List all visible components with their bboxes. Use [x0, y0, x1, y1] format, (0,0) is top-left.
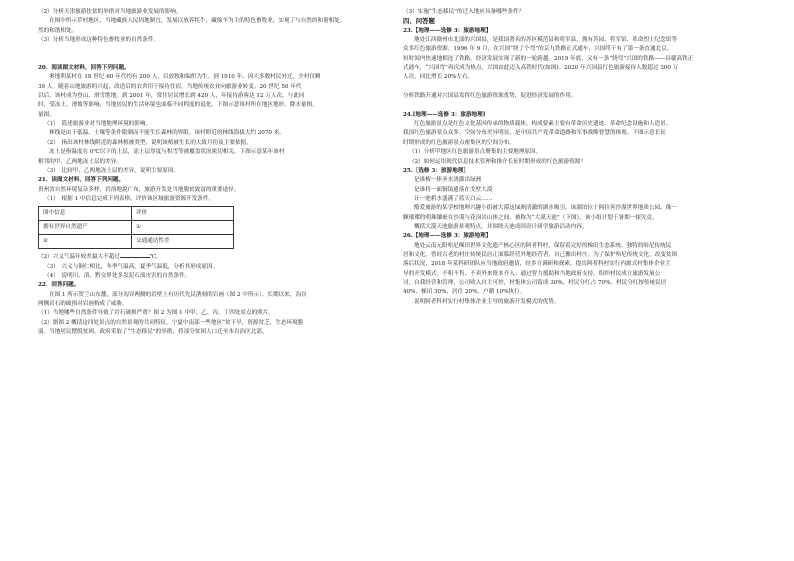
- material-line: 导的开发模式：不租不售、不卖外来资本介入；通过智力援助和当地政府支持，组织村民成立旅游发展公: [403, 270, 661, 277]
- left-column: [38, 8, 390, 337]
- material-line: 贵州省自然环境复杂多样，岩溶地貌广布，旅游开发是当地脱贫致富的重要途径。: [38, 186, 240, 193]
- table-cell: 交通通达性差: [132, 235, 234, 249]
- q23-title: 23.【地理——选修 3：旅游地理】: [403, 27, 492, 34]
- material-line: 红色旅游景点是红色文化基因传承的物质载体，构成要素主要有革命历史遗迹、革命纪念设施和人造景。: [414, 121, 672, 128]
- question-line: （4） 说明川、滇、黔交界处多发泥石流灾害的自然条件。: [44, 272, 191, 279]
- q25-title: 25.［选修 3：旅游地理］: [403, 167, 469, 174]
- material-line: 司，自我经营和管理，公司收入自主可控，村集体公司留成 30%，村民分红占 70%。村民分红按传统民居: [403, 279, 667, 286]
- table-cell: ②: [39, 235, 132, 249]
- material-line: 众多红色旅游资源。1996 年 9 月，在兴国“绕了个弯”的京九铁路正式通车，兴国终于有了第一条直通北京，: [403, 46, 673, 53]
- material-line: 量图。: [38, 111, 55, 118]
- poem-line: 让一池碧水盛满了蓝天白云……: [414, 195, 493, 202]
- material-line: 时期形成的红色旅游景点密集区的空间分布。: [403, 139, 515, 146]
- question-line: 说明阿者科村实行村集体企业主导的旅游开发模式的优势。: [414, 298, 560, 305]
- material-line: 在图中所示草村地区，当地藏族人民因地制宜，发展以放养牦牛、藏绵羊为主的特色畜牧业，实现了与自然的和谐相处。: [49, 18, 346, 25]
- material-line: 时，受冻土、滑坡等影响，当地居民的生活环境也面临不同程度的退化。下图示意该村所在地区地形、降水量图。: [38, 102, 318, 109]
- table-row: [39, 235, 234, 249]
- question-text: （2）兴义气温年较差最大不超过: [38, 254, 120, 261]
- poem-line: 是谁将一面铜镜遗落在戈壁大漠: [414, 186, 493, 193]
- question-line: （1）分析甲地区红色旅游景点聚集的主要地理原因。: [409, 149, 542, 156]
- material-line: 39 人。随着山地旅游的兴起，改造后的农舍用于接待住宿，当地传统农业向旅游业转变。20 世纪 50 年代: [38, 83, 302, 90]
- q21-title: 21．读图文材料，回答下列问题。: [38, 177, 125, 184]
- q26-title: 26.【地理——选修 3：旅游地理】: [403, 233, 492, 240]
- question-line: 分析铁路开通对兴国县发挥红色旅游资源优势，促进经济发展的作用。: [403, 93, 577, 100]
- question-line: （2）分析天津旅游扶贫的举措对当地旅游业发展的影响。: [38, 9, 182, 15]
- question-line: （3）实施“生态移民”的迁入地应具备哪些条件？: [403, 9, 525, 15]
- material-line: 人次，同比增长 20%左右。: [403, 74, 474, 81]
- material-line: 居和文化。曾经古老的村庄传统民居正面临经营外地经营者，自己搬出村庄。为了保护哈尼传统文化，改变贫困: [403, 251, 678, 258]
- table-row: [39, 207, 234, 221]
- material-line: 地处云南元阳哈尼梯田世界文化遗产核心区的阿者科村，保留着完好的梯田生态系统、独特的哈尼传统民: [414, 242, 672, 249]
- table-header-cell: 评价: [132, 207, 234, 221]
- material-line: 两侧岩石的破损对岩画构成了威胁。: [38, 300, 128, 307]
- question-line: （3） 兴义与铜仁相比，冬季气温高，夏季气温低，分析其形成原因。: [44, 263, 219, 270]
- question-line: 概括大漠天池旅游景观特点，并围绕天池成因设计研学旅游活动内容。: [414, 223, 588, 230]
- material-line: 酷爱旅游的某学校地理兴趣小组被大漠这绿洲清澈的湖水吸引，该湖泊位于阿拉善沙漠世界地质公园，像一: [414, 205, 677, 212]
- question-line: （3） 比较甲、乙两地冻土层的差异，说明主要原因。: [44, 167, 180, 174]
- q20-title: 20．阅读图文材料，回答下列问题。: [38, 65, 130, 72]
- right-column: [403, 8, 759, 307]
- unit-text: ℃。: [149, 254, 162, 261]
- q24-title: 24.[地理——选修 3：旅游地理]: [403, 111, 486, 118]
- question-line: （1）当地哪些自然条件导致了岩石破损严重？图 2 为图 1 中甲、乙、丙、丁四处景点的照片。: [38, 310, 274, 317]
- question-line: 弱。当地居民摆脱贫困，政府采取了“生态移民”的举措，将部分贫困人口迁至本自治区北部。: [38, 328, 268, 335]
- material-line: 40%、梯田 30%、居住 20%、户籍 10%执行。: [403, 289, 526, 296]
- question-line: （2）如何运用现代信息技术管理和推介长征时期形成的红色旅游资源？: [409, 158, 586, 165]
- material-line: 林线是由于低温、土壤等条件限制而不能生长森林的界限。该村附近的林线海拔大约 2070 米。: [49, 130, 285, 137]
- question-line: [38, 251, 390, 262]
- material-line: 相邻的甲、乙两地冻土层的差异。: [38, 158, 122, 165]
- table-cell: 拥有世界自然遗产: [39, 221, 132, 235]
- question-line: （2）据图 2 概括这四处景点的自然景观的共同特征。宁夏中南部一些地区“贫下旱，资源贫乏，生态环境脆: [38, 319, 304, 326]
- question-line: （1） 根据 1 中信息完成下列表格，评价该区域旅游资源开发条件。: [44, 195, 215, 202]
- table-cell: ①: [132, 221, 234, 235]
- material-line: 以后，该村成为登山、滑雪胜地。到 2001 年，常住居民增长到 420 人，年接待游客达 12 万人次。与此同: [38, 93, 305, 100]
- material-line: 落后状况，2018 年某科研团队应当地政府邀请，经多方调研和探索，提出阿者科村实行内源式村集体企业主: [403, 261, 671, 268]
- material-line: 地处江西赣州市北部的兴国县，是我国著名的苏区模范县和将军县，拥有苏园、将军馆、革命烈士纪念馆等: [414, 37, 677, 44]
- q22-title: 22．回答问题。: [38, 282, 80, 289]
- evaluation-table: [38, 206, 234, 249]
- question-line: （2） 指出该村林线附近的森林植被类型，说明该植被生长的大致月份及主要依据。: [44, 139, 252, 146]
- material-line: 冻土是指温度在 0℃以下的土层，冻土层厚度与积雪等被覆盖状况密切相关。下图示意某年该村: [49, 149, 285, 156]
- material-line: 式通车，“兴国弯”再次成为热点，兴国由此迈入高铁时代(如图)。2020 年兴国县红色旅游接待人数超过 300 万: [403, 65, 679, 72]
- material-line: 我国红色旅游景点众多，空间分布差异明显，是中国共产党革命道路和军事战略智慧的体现。下图示意长征: [403, 130, 666, 137]
- section-heading: 四、问答题: [403, 17, 435, 26]
- material-line: 颗璀璨的明珠镶嵌在沙漠与花岗岩山体之间，被称为“大漠天池”（下图），该小组计划于暑期一探究竟。: [403, 214, 658, 221]
- material-line: 短时间内快速地相连了铁路，经济发展实现了新的一轮跨越。2019 年底，又有一条“绕弯”兴国的铁路——昌赣高铁正: [403, 55, 694, 62]
- question-line: （3）分析当地形成这种特色畜牧业的自然条件。: [38, 37, 160, 44]
- poem-line: 是谁梅一捧圣水浇灌出绿洲: [414, 177, 482, 184]
- question-line: （1） 简述旅游业对当地地理环境的影响。: [44, 121, 152, 128]
- table-header-cell: 图中信息: [39, 207, 132, 221]
- material-line: 在图 1 所示贺兰山东麓，部分沟谷两侧的岩壁上有历代先民凿刻的岩画（图 2 中所示）。长期以来，沟谷: [49, 291, 307, 298]
- material-line: 奥地利某村在 18 世纪 60 年代约有 200 人，以放牧和编织为生。到 1910 年，因大多数村民外迁，全村仅剩: [49, 74, 321, 81]
- material-line: 然的和谐相处。: [38, 27, 78, 34]
- table-row: [39, 221, 234, 235]
- answer-blank: [120, 251, 150, 258]
